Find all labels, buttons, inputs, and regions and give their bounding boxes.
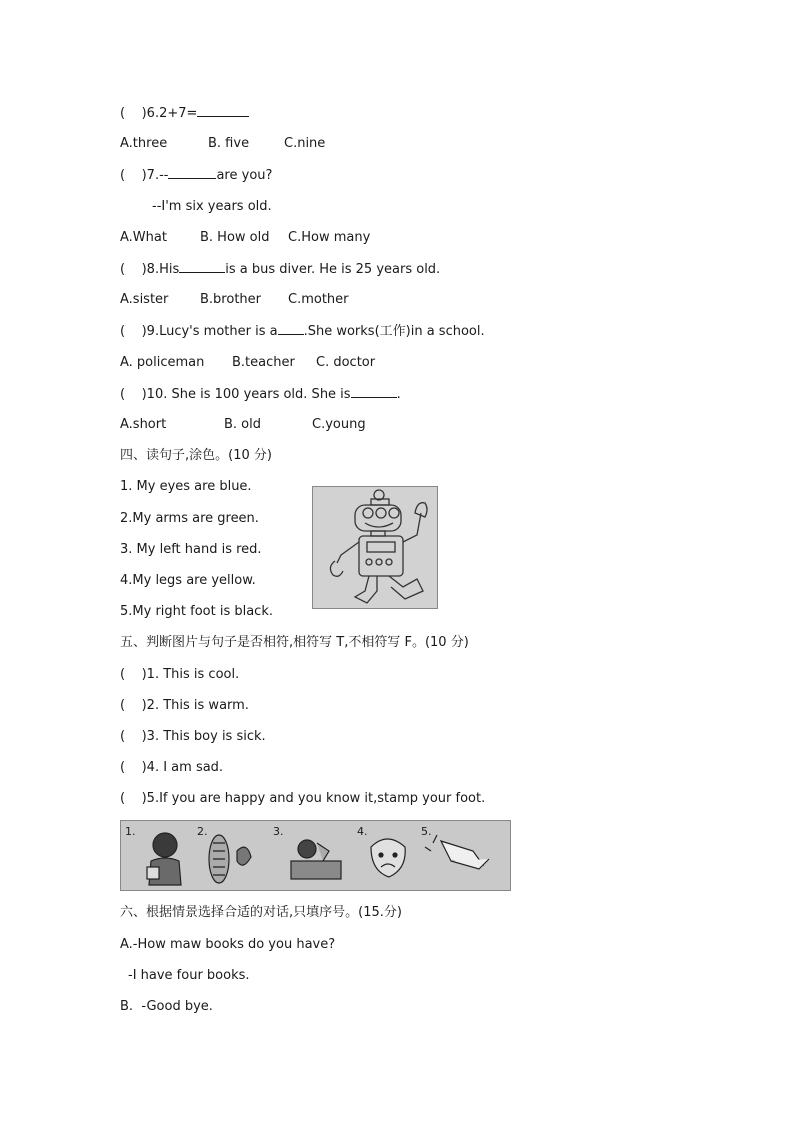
sentence-2: 2.My arms are green. xyxy=(120,511,259,526)
question-text: )6.2+7= xyxy=(141,106,198,121)
pic-number-3: 3. xyxy=(273,825,284,838)
option-a: A. policeman xyxy=(120,355,205,370)
judge-item-1: ( )1. This is cool. xyxy=(120,667,240,682)
robot-image xyxy=(312,486,438,609)
question-text: )9.Lucy's mother is a xyxy=(141,324,278,339)
option-b: B. old xyxy=(224,417,262,432)
judge-item-3: ( )3. This boy is sick. xyxy=(120,729,266,744)
pic-number-1: 1. xyxy=(125,825,136,838)
option-a: A.What xyxy=(120,230,167,245)
judge-pictures-strip xyxy=(120,820,511,891)
answer-blank[interactable] xyxy=(197,104,249,117)
answer-blank[interactable] xyxy=(351,385,397,398)
question-8: ( )8.His is a bus diver. He is 25 years old. xyxy=(120,262,441,277)
answer-blank[interactable] xyxy=(179,260,225,273)
question-10: ( )10. She is 100 years old. She is . xyxy=(120,387,401,402)
option-c: C.mother xyxy=(288,292,349,307)
judge-item-4: ( )4. I am sad. xyxy=(120,760,224,775)
section-4-title: 四、读句子,涂色。(10 分) xyxy=(120,448,272,463)
sentence-1: 1. My eyes are blue. xyxy=(120,479,252,494)
option-a: A.short xyxy=(120,417,167,432)
question-text: )8.His xyxy=(141,262,180,277)
dialogue-b: B. -Good bye. xyxy=(120,999,213,1014)
section-5-title: 五、判断图片与句子是否相符,相符写 T,不相符写 F。(10 分) xyxy=(120,635,469,650)
judge-item-2: ( )2. This is warm. xyxy=(120,698,249,713)
question-6 xyxy=(120,104,249,123)
answer-blank[interactable] xyxy=(278,322,304,335)
dialogue-a-question: A.-How maw books do you have? xyxy=(120,937,336,952)
robot-drawing xyxy=(313,487,437,608)
option-a: A.sister xyxy=(120,292,169,307)
option-b: B. five xyxy=(208,136,250,151)
option-a: A.three xyxy=(120,136,168,151)
option-b: B.teacher xyxy=(232,355,295,370)
option-b: B.brother xyxy=(200,292,261,307)
sentence-5: 5.My right foot is black. xyxy=(120,604,273,619)
option-c: C. doctor xyxy=(316,355,376,370)
answer-line: --I'm six years old. xyxy=(152,199,272,214)
pic-number-4: 4. xyxy=(357,825,368,838)
judge-item-5: ( )5.If you are happy and you know it,stamp your foot. xyxy=(120,791,486,806)
dialogue-a-answer: -I have four books. xyxy=(128,968,250,983)
question-9: ( )9.Lucy's mother is a .She works(工作)in a school. xyxy=(120,324,485,339)
pic-number-2: 2. xyxy=(197,825,208,838)
question-text: )7.-- xyxy=(141,168,169,183)
option-c: C.young xyxy=(312,417,366,432)
answer-paren: ( xyxy=(120,106,126,121)
answer-blank[interactable] xyxy=(168,166,216,179)
option-c: C.nine xyxy=(284,136,326,151)
option-b: B. How old xyxy=(200,230,270,245)
pic-number-5: 5. xyxy=(421,825,432,838)
section-6-title: 六、根据情景选择合适的对话,只填序号。(15.分) xyxy=(120,905,402,920)
option-c: C.How many xyxy=(288,230,371,245)
sentence-3: 3. My left hand is red. xyxy=(120,542,262,557)
question-text: )10. She is 100 years old. She is xyxy=(141,387,351,402)
judge-pictures-drawing xyxy=(121,821,510,890)
question-7: ( )7.-- are you? xyxy=(120,168,273,183)
sentence-4: 4.My legs are yellow. xyxy=(120,573,256,588)
